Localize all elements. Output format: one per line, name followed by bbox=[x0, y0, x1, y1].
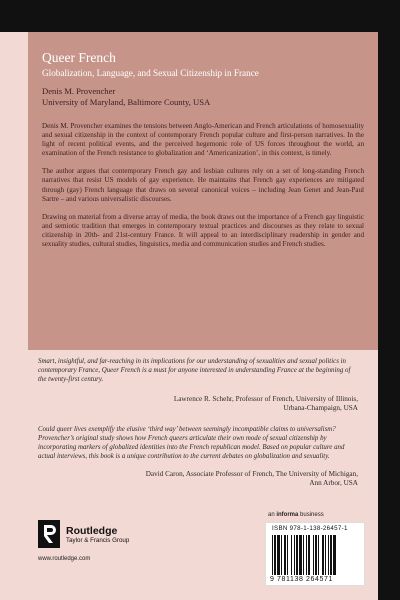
book-spine bbox=[378, 0, 400, 600]
barcode-bar bbox=[328, 535, 329, 575]
description-paragraph-3: Drawing on material from a diverse array of media, the book draws out the importance of a French gay linguistic and semiotic tradition that emerges in contemporary textual practices and discourses as they relate to sexual citizenship in 20th- and 21st-century France. It will appeal to an interdisciplinary readership in gender and sexuality studies, cultural studies, linguistics, media and communication studies and French studies. bbox=[42, 212, 364, 249]
isbn-label: ISBN 978-1-138-26457-1 bbox=[272, 525, 348, 532]
description-paragraph-2: The author argues that contemporary French gay and lesbian cultures rely on a set of long-standing French narratives that resist US models of gay experience. He maintains that French gay experiences are mitigated through (gay) French language that draws on several canonical voices – including Jean Genet and Jean-Paul Sartre – and various universalistic discourses. bbox=[42, 167, 364, 203]
attribution-1-line-1: Lawrence R. Schehr, Professor of French, University of Illinois, bbox=[173, 395, 358, 403]
barcode-bar bbox=[272, 535, 273, 575]
book-subtitle: Globalization, Language, and Sexual Citizenship in France bbox=[42, 68, 259, 78]
barcode-bar bbox=[333, 535, 336, 575]
barcode-bar bbox=[322, 535, 324, 575]
barcode-bar bbox=[294, 535, 295, 575]
attribution-2-line-1: David Caron, Associate Professor of French, The University of Michigan, bbox=[145, 470, 358, 478]
barcode-number: 9 781138 264571 bbox=[270, 576, 333, 583]
author-affiliation: University of Maryland, Baltimore County, USA bbox=[42, 97, 211, 107]
informa-prefix: an bbox=[268, 512, 277, 518]
barcode-bar bbox=[274, 535, 276, 575]
barcode-bar bbox=[306, 535, 307, 575]
barcode-bars bbox=[272, 535, 356, 575]
routledge-r-icon bbox=[38, 520, 60, 548]
barcode-bar bbox=[313, 535, 314, 575]
barcode-bar bbox=[315, 535, 317, 575]
attribution-2-line-2: Ann Arbor, USA bbox=[309, 479, 358, 487]
endorsement-quote-2: Could queer lives exemplify the elusive ‘third way’ between seemingly incompatible claims to universalism? Provencher’s original study shows how French queers articulate their own mode of sexual citizenship by incorporating markers of globalized identities into the French republican model. Based on popular culture and actual interviews, this book is a unique contribution to the current debates on globalization and sexuality. bbox=[38, 426, 345, 460]
barcode-bar bbox=[296, 535, 298, 575]
barcode-bar bbox=[325, 535, 326, 575]
book-title: Queer French bbox=[42, 50, 116, 65]
endorsement-quote-1: Smart, insightful, and far-reaching in its implications for our understanding of sexualities and sexual politics in contemporary France, Queer French is a must for anyone interested in understanding France at the beginning of the twenty-first century. bbox=[38, 358, 351, 383]
barcode-bar bbox=[277, 535, 280, 575]
routledge-logo bbox=[38, 520, 129, 548]
publisher-group: Taylor & Francis Group bbox=[66, 536, 130, 544]
author-name: Denis M. Provencher bbox=[42, 86, 116, 96]
informa-business-label bbox=[268, 512, 324, 518]
barcode-bar bbox=[287, 535, 288, 575]
endorsement-attribution-1 bbox=[38, 395, 358, 413]
endorsement-attribution-2 bbox=[38, 470, 358, 488]
barcode-bar bbox=[291, 535, 292, 575]
barcode-bar bbox=[318, 535, 319, 575]
attribution-1-line-2: Urbana-Champaign, USA bbox=[283, 404, 358, 412]
barcode-bar bbox=[299, 535, 302, 575]
barcode-bar bbox=[308, 535, 310, 575]
barcode-bar bbox=[284, 535, 286, 575]
publisher-name: Routledge bbox=[66, 524, 118, 537]
description-paragraph-1: Denis M. Provencher examines the tensions between Anglo-American and French articulations of homosexuality and sexual citizenship in the context of contemporary French popular culture and first-person narratives. In the light of recent political events, and the perceived hegemonic role of US forces throughout the world, an examination of the French resistance to globalization and ‘Americanization’, in this context, is timely. bbox=[42, 122, 364, 158]
barcode-bar bbox=[330, 535, 332, 575]
informa-brand: informa bbox=[276, 512, 299, 518]
publisher-website: www.routledge.com bbox=[38, 556, 91, 562]
top-band bbox=[0, 0, 378, 32]
logo-text bbox=[66, 525, 129, 544]
description-panel bbox=[28, 32, 378, 350]
informa-suffix: business bbox=[298, 512, 324, 518]
barcode-bar bbox=[303, 535, 304, 575]
barcode-bar bbox=[281, 535, 282, 575]
